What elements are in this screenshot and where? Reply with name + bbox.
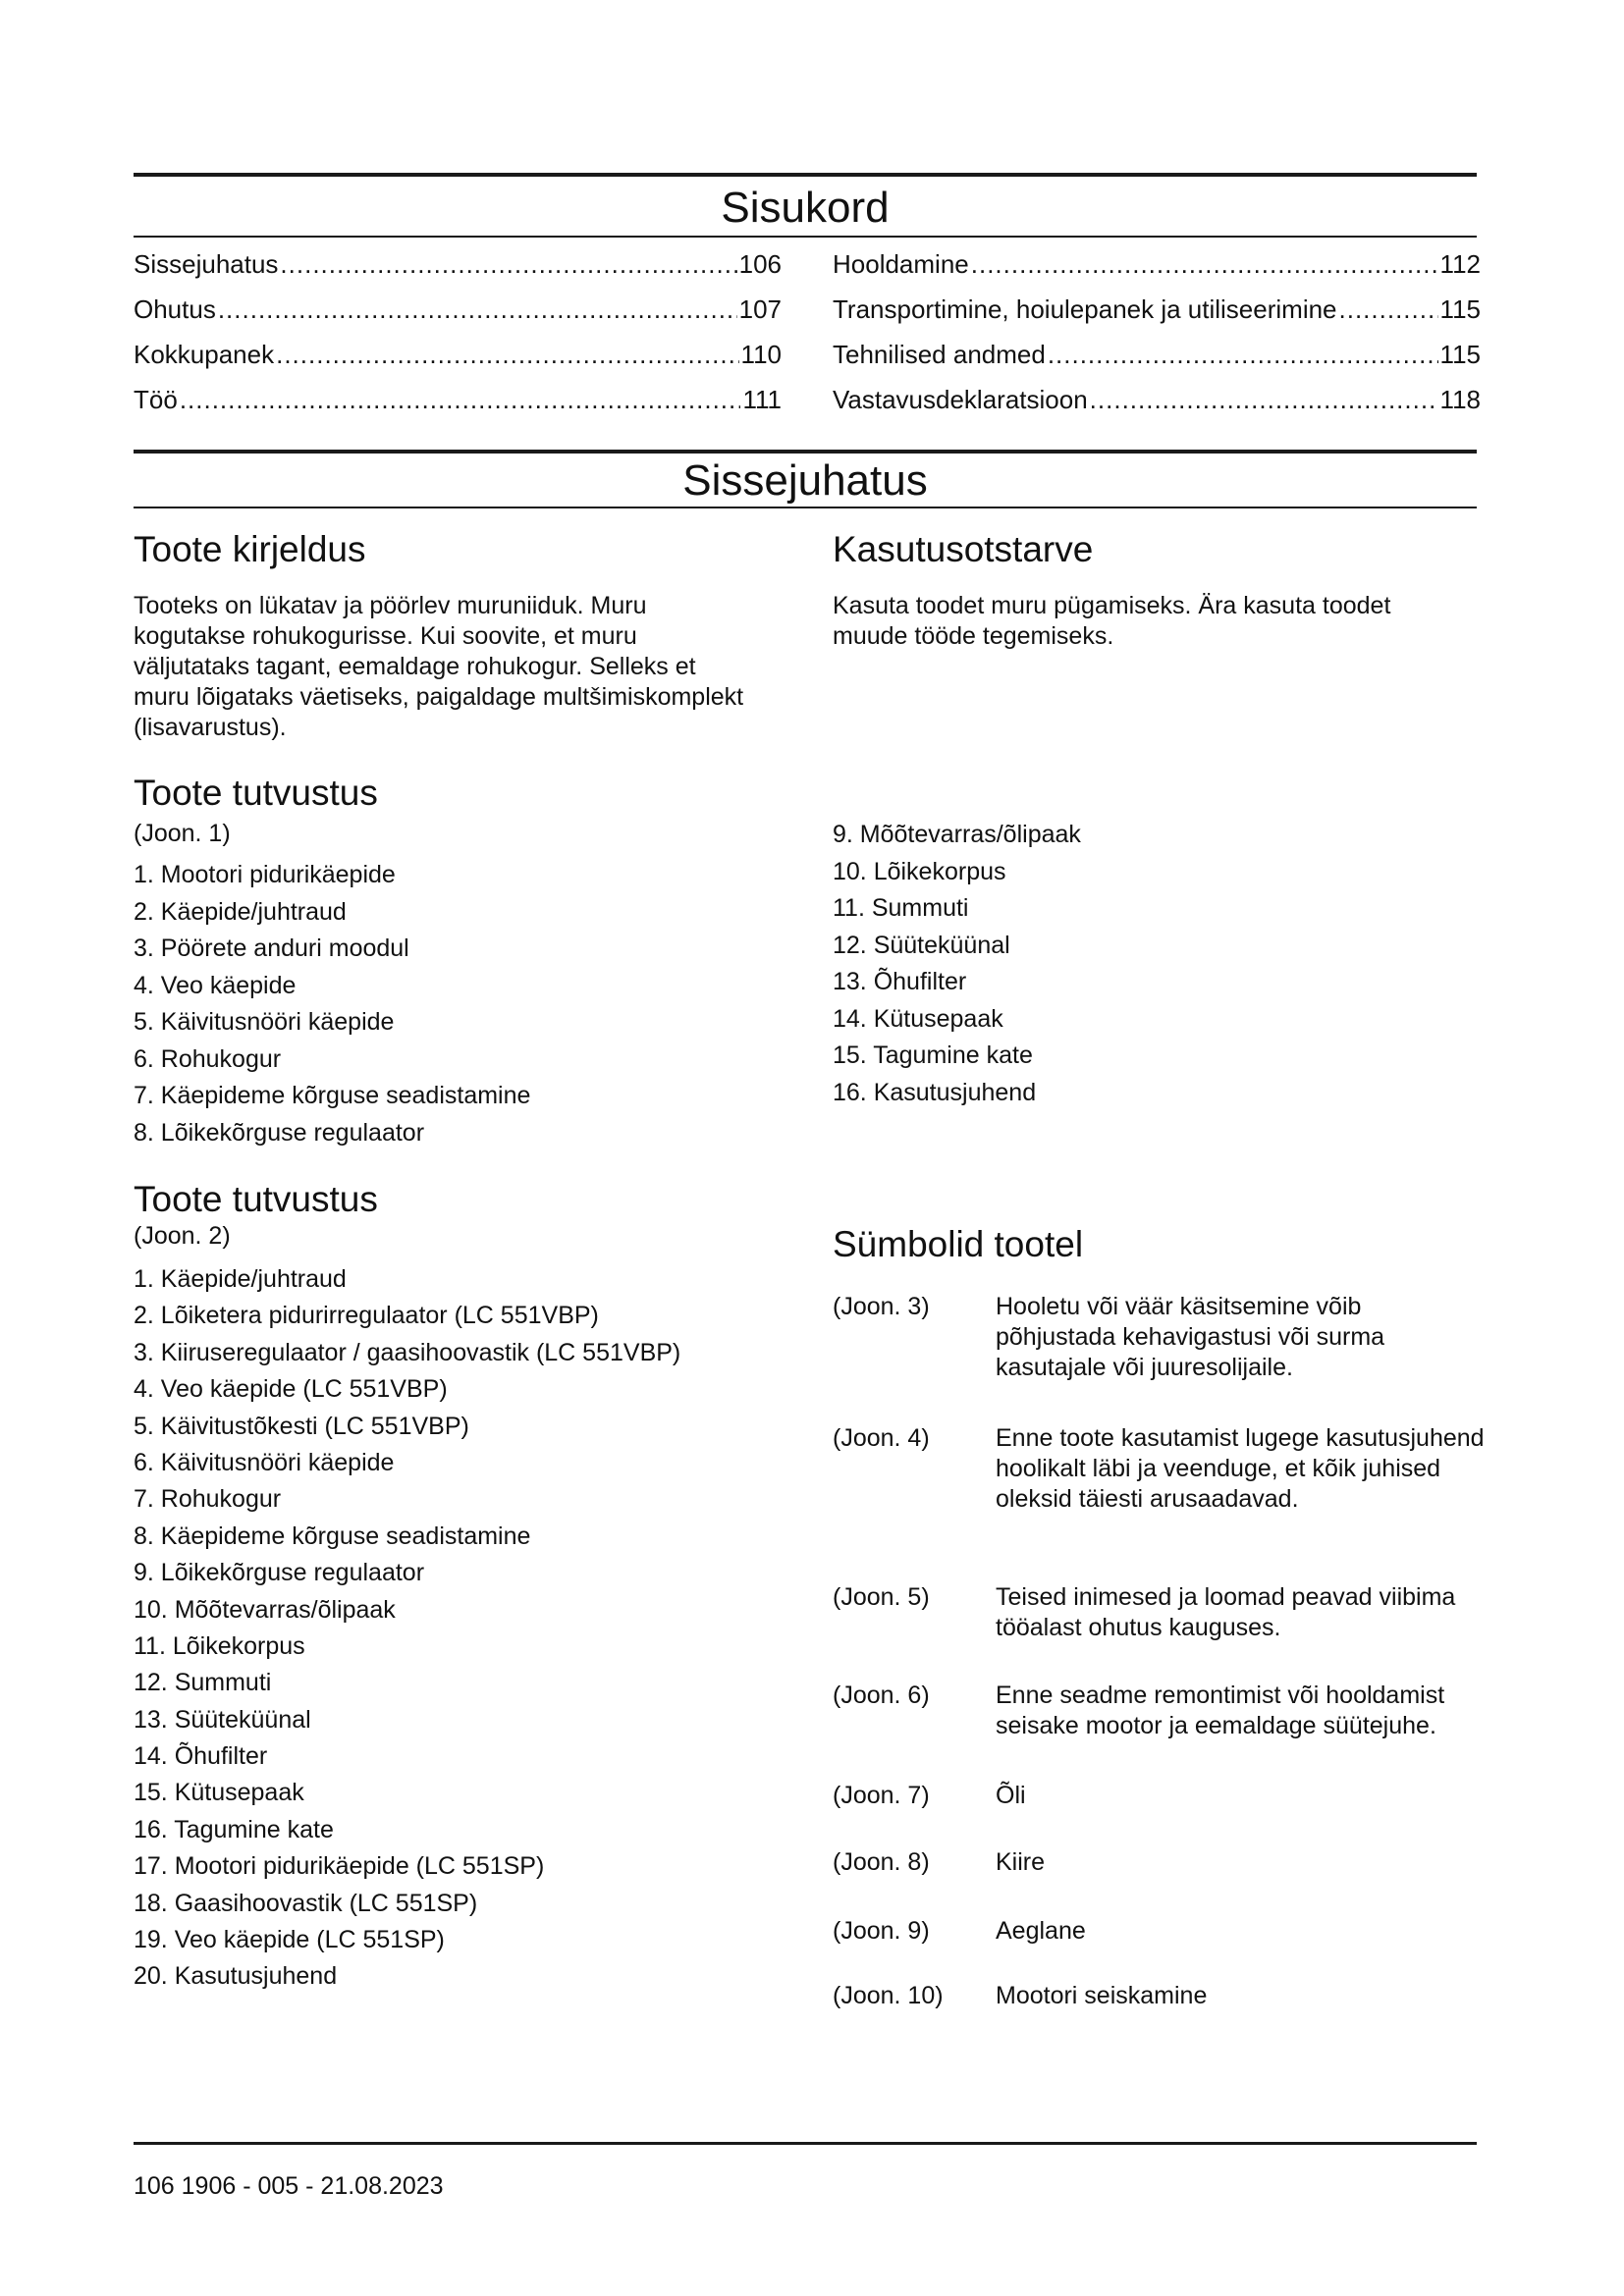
product-overview-list: [833, 820, 1481, 1114]
list-item: 11. Summuti: [833, 894, 969, 922]
toc-entry[interactable]: [134, 294, 782, 340]
toc-entry-label: Vastavusdeklaratsioon: [833, 385, 1088, 414]
toc-right-column: [833, 249, 1481, 430]
product-overview-list: [134, 1264, 782, 1999]
symbol-figure-reference: (Joon. 4): [833, 1424, 930, 1452]
product-overview-1-continued: [833, 820, 1481, 1114]
symbol-description: Mootori seiskamine: [996, 1982, 1208, 2009]
toc-entry-page: 106: [738, 249, 782, 279]
toc-leader-dots: [218, 294, 737, 324]
figure-reference: (Joon. 1): [134, 820, 231, 847]
symbol-description: Hooletu või väär käsitsemine võib põhjustada kehavigastusi või surma kasutajale või juuresolijaile.: [996, 1293, 1385, 1381]
list-item: 2. Käepide/juhtraud: [134, 897, 347, 926]
symbol-description: Enne seadme remontimist või hooldamist seisake mootor ja eemaldage süütejuhe.: [996, 1682, 1445, 1739]
list-item: 14. Kütusepaak: [833, 1004, 1003, 1033]
section-title: Sissejuhatus: [682, 456, 928, 505]
product-description-line: väljutataks tagant, eemaldage rohukogur. Selleks et: [134, 653, 696, 680]
list-item: 7. Rohukogur: [134, 1485, 282, 1514]
list-item: 8. Lõikekõrguse regulaator: [134, 1118, 425, 1147]
symbol-description: Teised inimesed ja loomad peavad viibima tööalast ohutus kauguses.: [996, 1583, 1456, 1641]
list-item: 6. Rohukogur: [134, 1044, 282, 1073]
product-description: [134, 528, 782, 743]
list-item: 11. Lõikekorpus: [134, 1631, 305, 1660]
section-divider: [134, 507, 1477, 508]
toc-entry-page: 115: [1439, 340, 1481, 369]
product-description-heading: Toote kirjeldus: [134, 529, 366, 569]
toc-entry[interactable]: [134, 340, 782, 385]
list-item: 17. Mootori pidurikäepide (LC 551SP): [134, 1852, 545, 1881]
toc-leader-dots: [971, 249, 1438, 279]
toc-title: Sisukord: [721, 184, 890, 232]
product-overview-1: [134, 772, 782, 1154]
list-item: 16. Kasutusjuhend: [833, 1078, 1037, 1106]
toc-entry-page: 112: [1439, 249, 1481, 279]
figure-reference: (Joon. 2): [134, 1222, 231, 1250]
product-overview-2: [134, 1178, 782, 1999]
product-description-line: kogutakse rohukogurisse. Kui soovite, et muru: [134, 622, 637, 650]
toc-entry-page: 111: [742, 385, 782, 414]
product-overview-heading: Toote tutvustus: [134, 773, 378, 813]
toc-entry[interactable]: [134, 249, 782, 294]
toc-entry-label: Töö: [134, 385, 178, 414]
intended-use-line: Kasuta toodet muru pügamiseks. Ära kasuta toodet: [833, 592, 1391, 619]
toc-leader-dots: [276, 340, 738, 369]
list-item: 8. Käepideme kõrguse seadistamine: [134, 1522, 531, 1550]
toc-leader-dots: [1339, 294, 1438, 324]
toc-entry-label: Tehnilised andmed: [833, 340, 1046, 369]
list-item: 12. Süüteküünal: [833, 931, 1010, 959]
toc-entry-label: Kokkupanek: [134, 340, 275, 369]
list-item: 5. Käivitusnööri käepide: [134, 1008, 395, 1036]
symbol-figure-reference: (Joon. 5): [833, 1583, 930, 1611]
symbols-heading: Sümbolid tootel: [833, 1224, 1084, 1264]
footer-rule: [134, 2142, 1477, 2145]
symbol-figure-reference: (Joon. 10): [833, 1982, 944, 2009]
symbol-description: Enne toote kasutamist lugege kasutusjuhend hoolikalt läbi ja veenduge, et kõik juhised oleksid täiesti arusaadavad.: [996, 1424, 1485, 1513]
list-item: 12. Summuti: [134, 1669, 272, 1697]
toc-entry-page: 118: [1439, 385, 1481, 414]
symbol-figure-reference: (Joon. 6): [833, 1682, 930, 1709]
toc-divider: [134, 236, 1477, 238]
toc-entry[interactable]: [833, 294, 1481, 340]
list-item: 15. Tagumine kate: [833, 1041, 1033, 1069]
toc-entry-label: Hooldamine: [833, 249, 969, 279]
toc-leader-dots: [280, 249, 736, 279]
product-overview-list: [134, 860, 782, 1154]
list-item: 5. Käivitustõkesti (LC 551VBP): [134, 1412, 469, 1440]
list-item: 2. Lõiketera pidurirregulaator (LC 551VBP): [134, 1302, 599, 1330]
list-item: 9. Mõõtevarras/õlipaak: [833, 821, 1081, 848]
toc-entry[interactable]: [833, 385, 1481, 430]
toc-entry-label: Sissejuhatus: [134, 249, 279, 279]
symbol-description: Kiire: [996, 1848, 1046, 1876]
symbol-description: Õli: [996, 1782, 1026, 1809]
list-item: 1. Käepide/juhtraud: [134, 1265, 347, 1293]
toc-entry[interactable]: [833, 340, 1481, 385]
product-description-line: (lisavarustus).: [134, 714, 287, 741]
list-item: 13. Süüteküünal: [134, 1705, 311, 1734]
list-item: 10. Lõikekorpus: [833, 857, 1006, 885]
toc-entry-label: Transportimine, hoiulepanek ja utiliseerimine: [833, 294, 1337, 324]
toc-top-rule: [134, 173, 1477, 177]
list-item: 9. Lõikekõrguse regulaator: [134, 1559, 425, 1587]
toc-entry-page: 115: [1439, 294, 1481, 324]
product-description-line: muru lõigataks väetiseks, paigaldage multšimiskomplekt: [134, 683, 744, 711]
intended-use-line: muude tööde tegemiseks.: [833, 622, 1114, 650]
list-item: 4. Veo käepide: [134, 971, 297, 999]
toc-leader-dots: [1090, 385, 1438, 414]
section-top-rule: [134, 450, 1477, 454]
list-item: 10. Mõõtevarras/õlipaak: [134, 1595, 396, 1624]
list-item: 1. Mootori pidurikäepide: [134, 861, 396, 888]
list-item: 15. Kütusepaak: [134, 1779, 304, 1807]
list-item: 20. Kasutusjuhend: [134, 1962, 338, 1991]
toc-left-column: [134, 249, 782, 430]
page-footer: 106 1906 - 005 - 21.08.2023: [134, 2172, 444, 2200]
symbol-figure-reference: (Joon. 8): [833, 1848, 930, 1876]
list-item: 3. Pöörete anduri moodul: [134, 934, 409, 962]
list-item: 18. Gaasihoovastik (LC 551SP): [134, 1889, 478, 1917]
symbol-figure-reference: (Joon. 7): [833, 1782, 930, 1809]
list-item: 19. Veo käepide (LC 551SP): [134, 1926, 445, 1954]
toc-entry-label: Ohutus: [134, 294, 216, 324]
list-item: 6. Käivitusnööri käepide: [134, 1448, 395, 1476]
list-item: 16. Tagumine kate: [134, 1815, 334, 1843]
product-description-line: Tooteks on lükatav ja pöörlev muruniiduk. Muru: [134, 592, 647, 619]
list-item: 13. Õhufilter: [833, 968, 967, 995]
toc-entry[interactable]: [134, 385, 782, 430]
list-item: 14. Õhufilter: [134, 1742, 268, 1771]
toc-entry-page: 110: [740, 340, 782, 369]
toc-entry[interactable]: [833, 249, 1481, 294]
intended-use-heading: Kasutusotstarve: [833, 529, 1094, 569]
symbol-figure-reference: (Joon. 9): [833, 1917, 930, 1945]
intended-use: [833, 528, 1481, 652]
toc-entry-page: 107: [738, 294, 782, 324]
list-item: 7. Käepideme kõrguse seadistamine: [134, 1082, 531, 1109]
list-item: 3. Kiiruseregulaator / gaasihoovastik (LC 551VBP): [134, 1338, 681, 1366]
symbol-description: Aeglane: [996, 1917, 1086, 1945]
toc-leader-dots: [180, 385, 741, 414]
symbol-figure-reference: (Joon. 3): [833, 1293, 930, 1320]
list-item: 4. Veo käepide (LC 551VBP): [134, 1375, 448, 1404]
product-overview-heading: Toote tutvustus: [134, 1179, 378, 1219]
toc-leader-dots: [1048, 340, 1438, 369]
